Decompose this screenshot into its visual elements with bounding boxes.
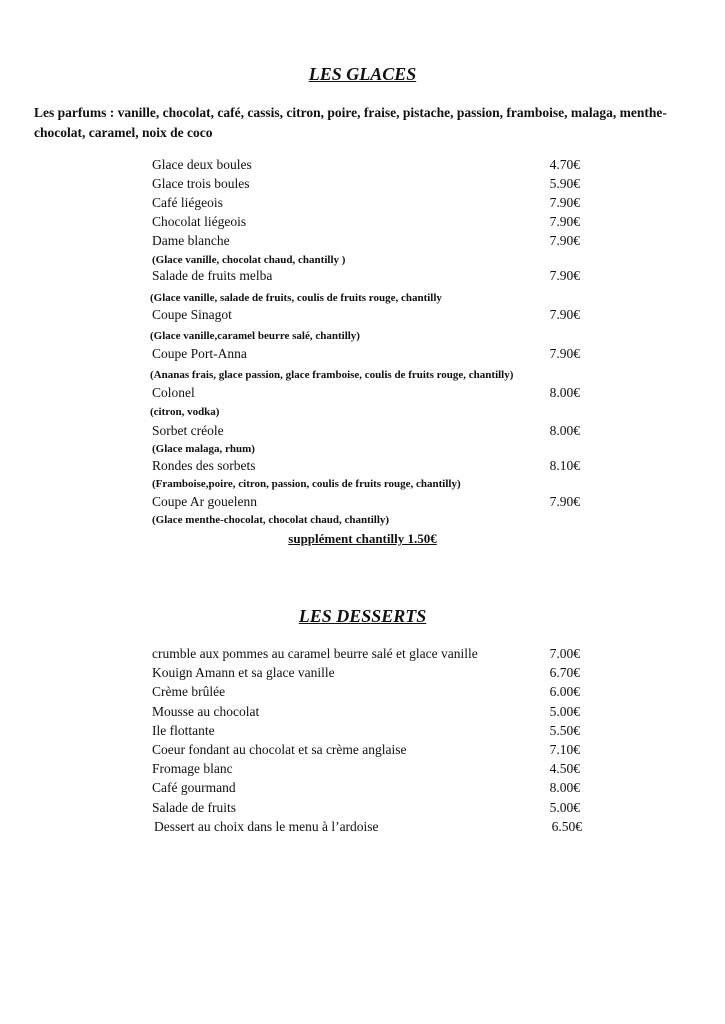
item-name: Salade de fruits [152,800,236,815]
item-name: Dessert au choix dans le menu à l’ardoise [154,819,379,834]
item-price: 6.50€ [551,819,582,834]
item-description: (Glace vanille,caramel beurre salé, chantilly) [150,330,360,342]
item-name: Glace trois boules [152,176,250,191]
item-price: 5.50€ [549,723,580,738]
item-name: Mousse au chocolat [152,704,260,719]
glace-item [152,157,580,176]
supplement-chantilly: supplément chantilly 1.50€ [288,531,437,546]
item-price: 7.10€ [549,742,580,757]
dessert-item [152,704,580,723]
item-name: Café gourmand [152,780,236,795]
dessert-item [152,665,580,684]
item-price: 7.90€ [549,195,580,210]
dessert-item [152,646,580,665]
glace-item [152,307,580,326]
item-description: (Glace menthe-chocolat, chocolat chaud, chantilly) [152,514,390,526]
item-price: 8.00€ [549,385,580,400]
glace-item [152,385,580,404]
item-price: 8.00€ [549,423,580,438]
glace-item [152,458,580,477]
glace-item [152,268,580,287]
parfums-text: Les parfums : vanille, chocolat, café, cassis, citron, poire, fraise, pistache, passion, framboise, malaga, menthe-chocolat, caramel, noix de coco [34,105,667,140]
item-name: Chocolat liégeois [152,214,247,229]
item-price: 5.90€ [549,176,580,191]
item-price: 8.00€ [549,780,580,795]
item-name: Salade de fruits melba [152,268,273,283]
item-name: Glace deux boules [152,157,252,172]
item-price: 7.90€ [549,268,580,283]
item-description: (Framboise,poire, citron, passion, coulis de fruits rouge, chantilly) [152,478,461,490]
item-name: Dame blanche [152,233,230,248]
item-price: 7.90€ [549,494,580,509]
item-name: Ile flottante [152,723,215,738]
item-price: 4.70€ [549,157,580,172]
glace-item [152,195,580,214]
item-name: Coeur fondant au chocolat et sa crème anglaise [152,742,407,757]
item-description: (citron, vodka) [150,406,220,418]
glace-item [152,346,580,365]
section-title-glaces: LES GLACES [308,64,417,84]
item-name: Coupe Port-Anna [152,346,247,361]
item-description: (Glace vanille, salade de fruits, coulis de fruits rouge, chantilly [150,292,442,304]
glace-item [152,233,580,252]
item-description: (Glace malaga, rhum) [152,443,255,455]
dessert-item [152,800,580,819]
dessert-item [152,684,580,703]
item-price: 5.00€ [549,704,580,719]
dessert-item [152,761,580,780]
dessert-item [152,742,580,761]
section-title-desserts: LES DESSERTS [298,606,427,626]
item-description: (Ananas frais, glace passion, glace framboise, coulis de fruits rouge, chantilly) [150,369,514,381]
item-price: 7.90€ [549,307,580,322]
glace-item [152,176,580,195]
item-price: 6.70€ [549,665,580,680]
item-name: Crème brûlée [152,684,226,699]
item-name: Colonel [152,385,195,400]
item-price: 7.90€ [549,346,580,361]
dessert-item [154,819,582,838]
item-price: 8.10€ [549,458,580,473]
item-price: 6.00€ [549,684,580,699]
glace-item [152,494,580,513]
item-name: Rondes des sorbets [152,458,256,473]
item-description: (Glace vanille, chocolat chaud, chantilly ) [152,254,346,266]
item-name: Sorbet créole [152,423,224,438]
item-price: 7.90€ [549,233,580,248]
dessert-item [152,723,580,742]
item-name: Café liégeois [152,195,223,210]
item-name: Kouign Amann et sa glace vanille [152,665,335,680]
dessert-item [152,780,580,799]
item-name: crumble aux pommes au caramel beurre salé et glace vanille [152,646,478,661]
item-price: 5.00€ [549,800,580,815]
item-price: 7.00€ [549,646,580,661]
item-name: Coupe Ar gouelenn [152,494,257,509]
item-price: 4.50€ [549,761,580,776]
item-name: Fromage blanc [152,761,233,776]
item-name: Coupe Sinagot [152,307,232,322]
glace-item [152,423,580,442]
item-price: 7.90€ [549,214,580,229]
glace-item [152,214,580,233]
